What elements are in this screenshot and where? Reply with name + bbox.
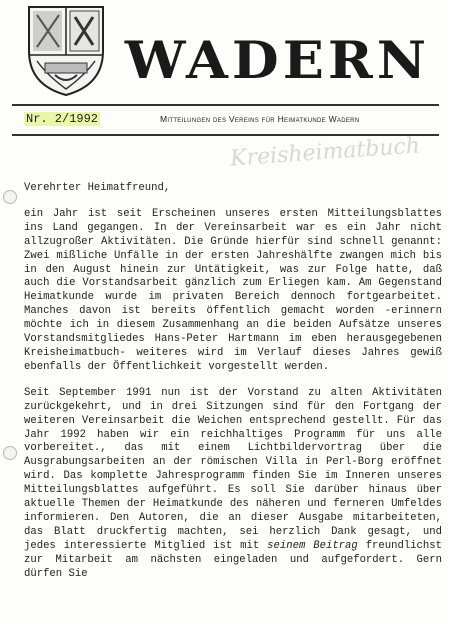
paragraph-2 [24,387,442,582]
punch-hole-upper [3,190,17,204]
paragraph-2-emphasis: seinem Beitrag [267,539,358,552]
salutation: Verehrter Heimatfreund, [24,182,171,194]
issue-number: Nr. 2/1992 [26,112,99,126]
paragraph-1: ein Jahr ist seit Erscheinen unseres ersten Mitteilungsblattes ins Land gegangen. In der Vereinsarbeit war es ein Jahr nicht allzugroßer Aktivitäten. Die Gründe hierfür sind schnell genannt: Zwei mißliche Unfälle in der ersten Jahreshälfte zwangen mich bis in den August hinein zur Untätigkeit, was zur Folge hatte, daß auch die Vorstandsarbeit gänzlich zum Erliegen kam. Am Gegenstand Heimatkunde wurde im privaten Bereich dennoch fortgearbeitet. Manches davon ist bereits öffentlich gemacht worden -erinnern möchte ich in diesem Zusammenhang an die beiden Aufsätze unseres Vorstandsmitgliedes Hans-Peter Hartmann im eben herausgegebenen Kreisheimatbuch- weiteres wird im Verlauf dieses Jahres gewiß ebenfalls der Öffentlichkeit vorgestellt werden. [24,207,442,373]
newsletter-subtitle: Mitteilungen des Vereins für Heimatkunde Wadern [160,114,360,124]
paragraph-2-part-1: Seit September 1991 nun ist der Vorstand zu alten Aktivitäten zurückgekehrt, und in drei Sitzungen sind für den Fortgang der weiteren Vereinsarbeit die Weichen entsprechend gestellt. Für das Jahr 1992 haben wir ein reichhaltiges Programm für uns alle vorbereitet., das mit einem Lichtbildervortrag über die Ausgrabungsarbeiten an der römischen Villa in Perl-Borg eröffnet wird. Das komplette Jahresprogramm finden Sie im Inneren unseres Mitteilungsblattes aufgeführt. Es soll Sie darüber hinaus über aktuelle Themen der Heimatkunde des näheren und ferneren Umfeldes informieren. Den Autoren, die an dieser Ausgabe mitarbeiteten, das Blatt druckfertig machten, sei herzlich Dank gesagt, und jedes interessierte Mitglied ist mit [24,386,442,552]
letter-body [24,182,442,593]
punch-hole-lower [3,446,17,460]
masthead-title: WADERN [124,29,431,91]
paragraph-2-part-2: freundlichst zur Mitarbeit am nächsten eingeladen und aufgefordert. Gern dürfen Sie [24,539,442,580]
header-rule-top [12,104,439,106]
bleed-through-text: Kreisheimatbuch [229,133,421,172]
crest-icon [27,5,105,97]
